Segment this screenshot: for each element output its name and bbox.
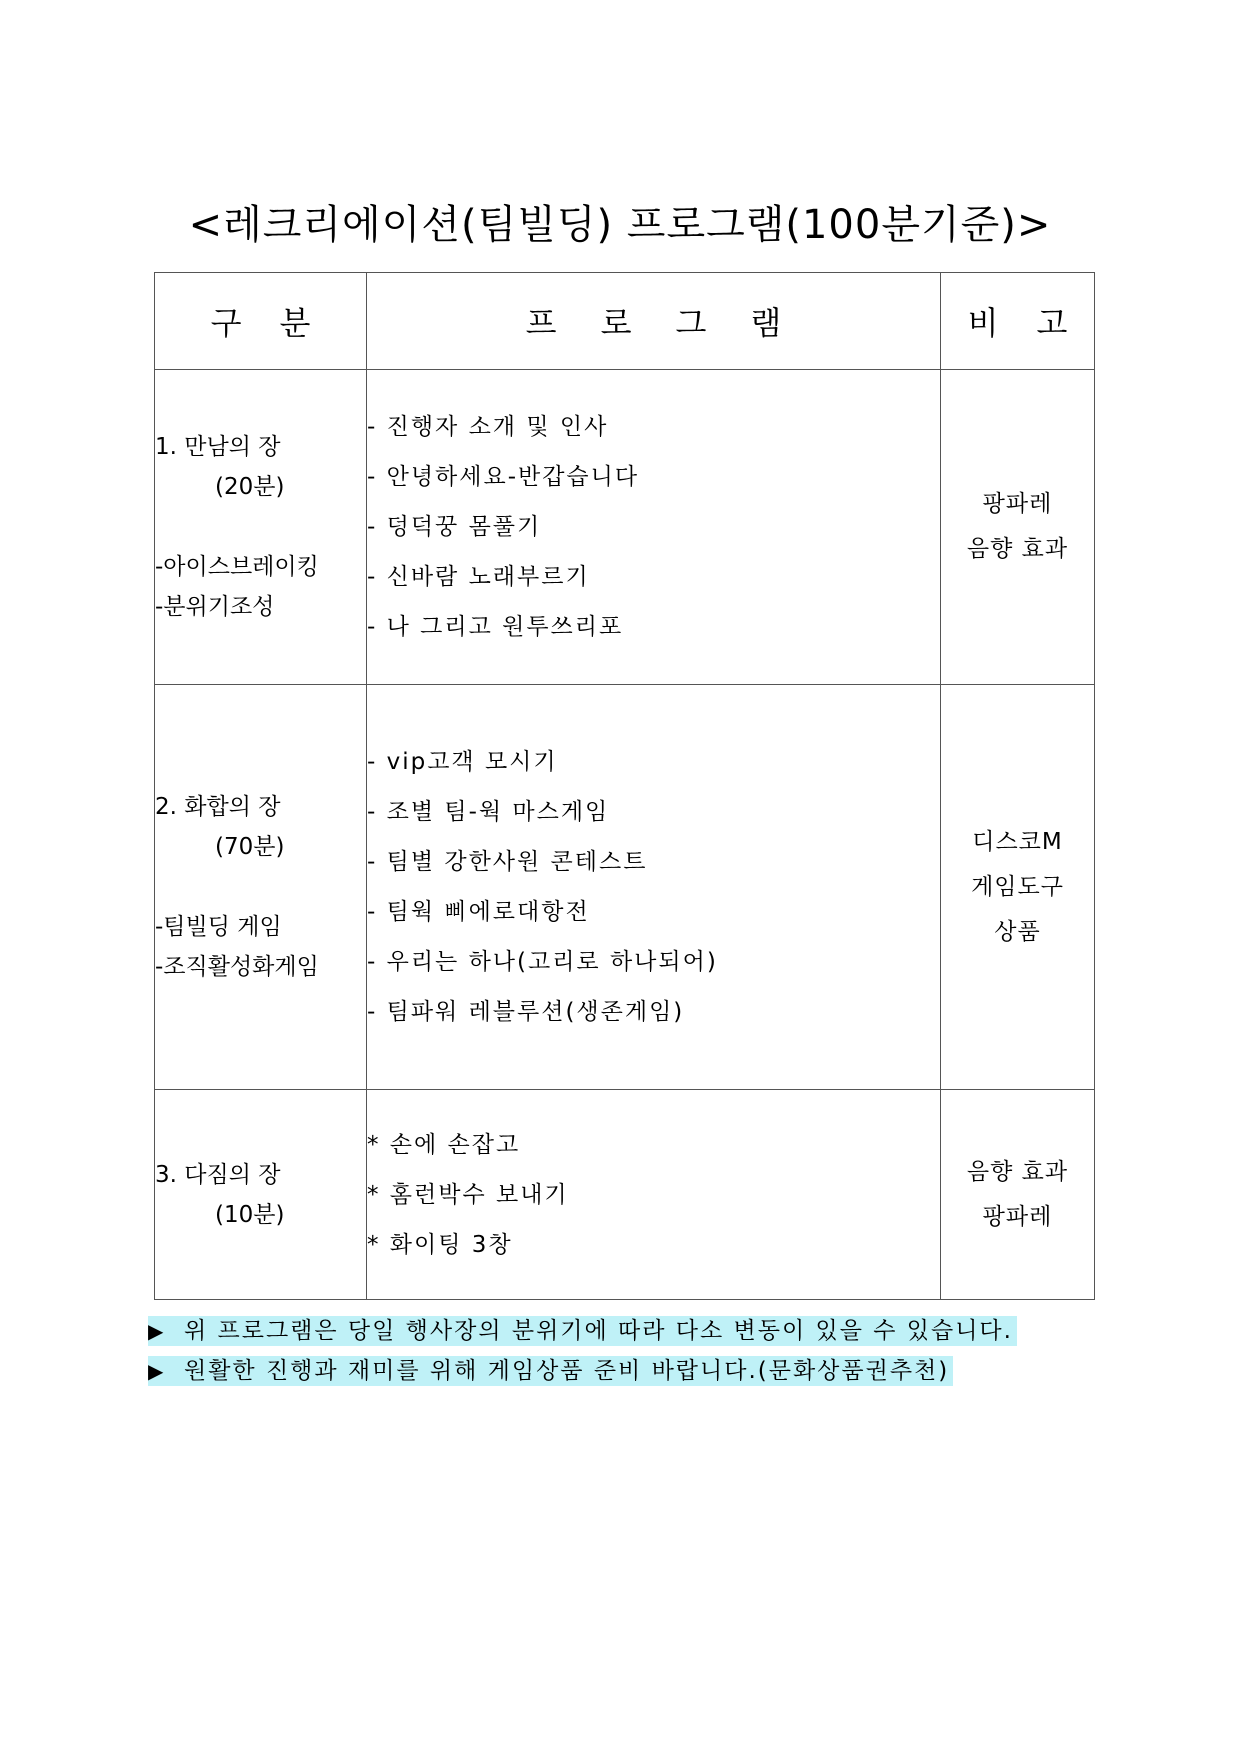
category-sub: -아이스브레이킹 [155,554,319,580]
category-title: 1. 만남의 장 [155,434,281,460]
footnote-text: 원활한 진행과 재미를 위해 게임상품 준비 바랍니다.(문화상품권추천) [184,1358,950,1384]
row-remarks [941,370,1095,685]
remark-item: 팡파레 [982,1203,1053,1230]
table-row [155,685,1095,1090]
program-item: - 안녕하세요-반갑습니다 [367,464,640,490]
category-duration: (20분) [215,474,285,500]
program-table [154,272,1095,1300]
table-row [155,370,1095,685]
row-program [367,1090,941,1300]
remark-item: 팡파레 [982,491,1053,517]
category-sub: -팀빌딩 게임 [155,914,282,940]
remark-item: 디스코M [972,828,1063,855]
category-title: 3. 다짐의 장 [155,1161,281,1188]
remark-item: 상품 [994,918,1041,945]
category-duration: (10분) [215,1201,285,1228]
triangle-bullet-icon: ▶ [148,1359,166,1383]
row-category [155,1090,367,1300]
row-category [155,685,367,1090]
row-remarks [941,685,1095,1090]
footnotes [148,1316,1017,1396]
program-item: - vip고객 모시기 [367,749,558,775]
category-title: 2. 화합의 장 [155,794,281,820]
remark-item: 음향 효과 [966,1158,1069,1185]
footnote-text: 위 프로그램은 당일 행사장의 분위기에 따라 다소 변동이 있을 수 있습니다. [184,1318,1013,1344]
footnote-line [148,1316,1017,1346]
program-item: - 팀웍 삐에로대항전 [367,899,590,925]
footnote-line [148,1356,953,1386]
table-header-row [155,273,1095,370]
category-sub: -분위기조성 [155,594,275,620]
row-program [367,685,941,1090]
program-item: * 화이팅 3창 [367,1231,513,1258]
program-item: - 팀파워 레블루션(생존게임) [367,999,685,1025]
program-item: * 손에 손잡고 [367,1131,521,1158]
category-duration: (70분) [215,834,285,860]
page-title: <레크리에이션(팀빌딩) 프로그램(100분기준)> [188,202,1052,248]
remark-item: 게임도구 [971,873,1064,900]
program-item: * 홈런박수 보내기 [367,1181,569,1208]
row-category [155,370,367,685]
program-item: - 나 그리고 원투쓰리포 [367,614,624,640]
row-remarks [941,1090,1095,1300]
program-item: - 신바람 노래부르기 [367,564,590,590]
triangle-bullet-icon: ▶ [148,1319,166,1343]
remark-item: 음향 효과 [966,536,1069,562]
header-remarks: 비 고 [941,273,1095,370]
category-sub: -조직활성화게임 [155,954,319,980]
program-item: - 우리는 하나(고리로 하나되어) [367,949,718,975]
header-category: 구 분 [155,273,367,370]
header-program: 프 로 그 램 [367,273,941,370]
table-row [155,1090,1095,1300]
row-program [367,370,941,685]
program-item: - 진행자 소개 및 인사 [367,414,609,440]
program-item: - 팀별 강한사원 콘테스트 [367,849,648,875]
program-item: - 덩덕꿍 몸풀기 [367,514,542,540]
program-item: - 조별 팀-웍 마스게임 [367,799,610,825]
